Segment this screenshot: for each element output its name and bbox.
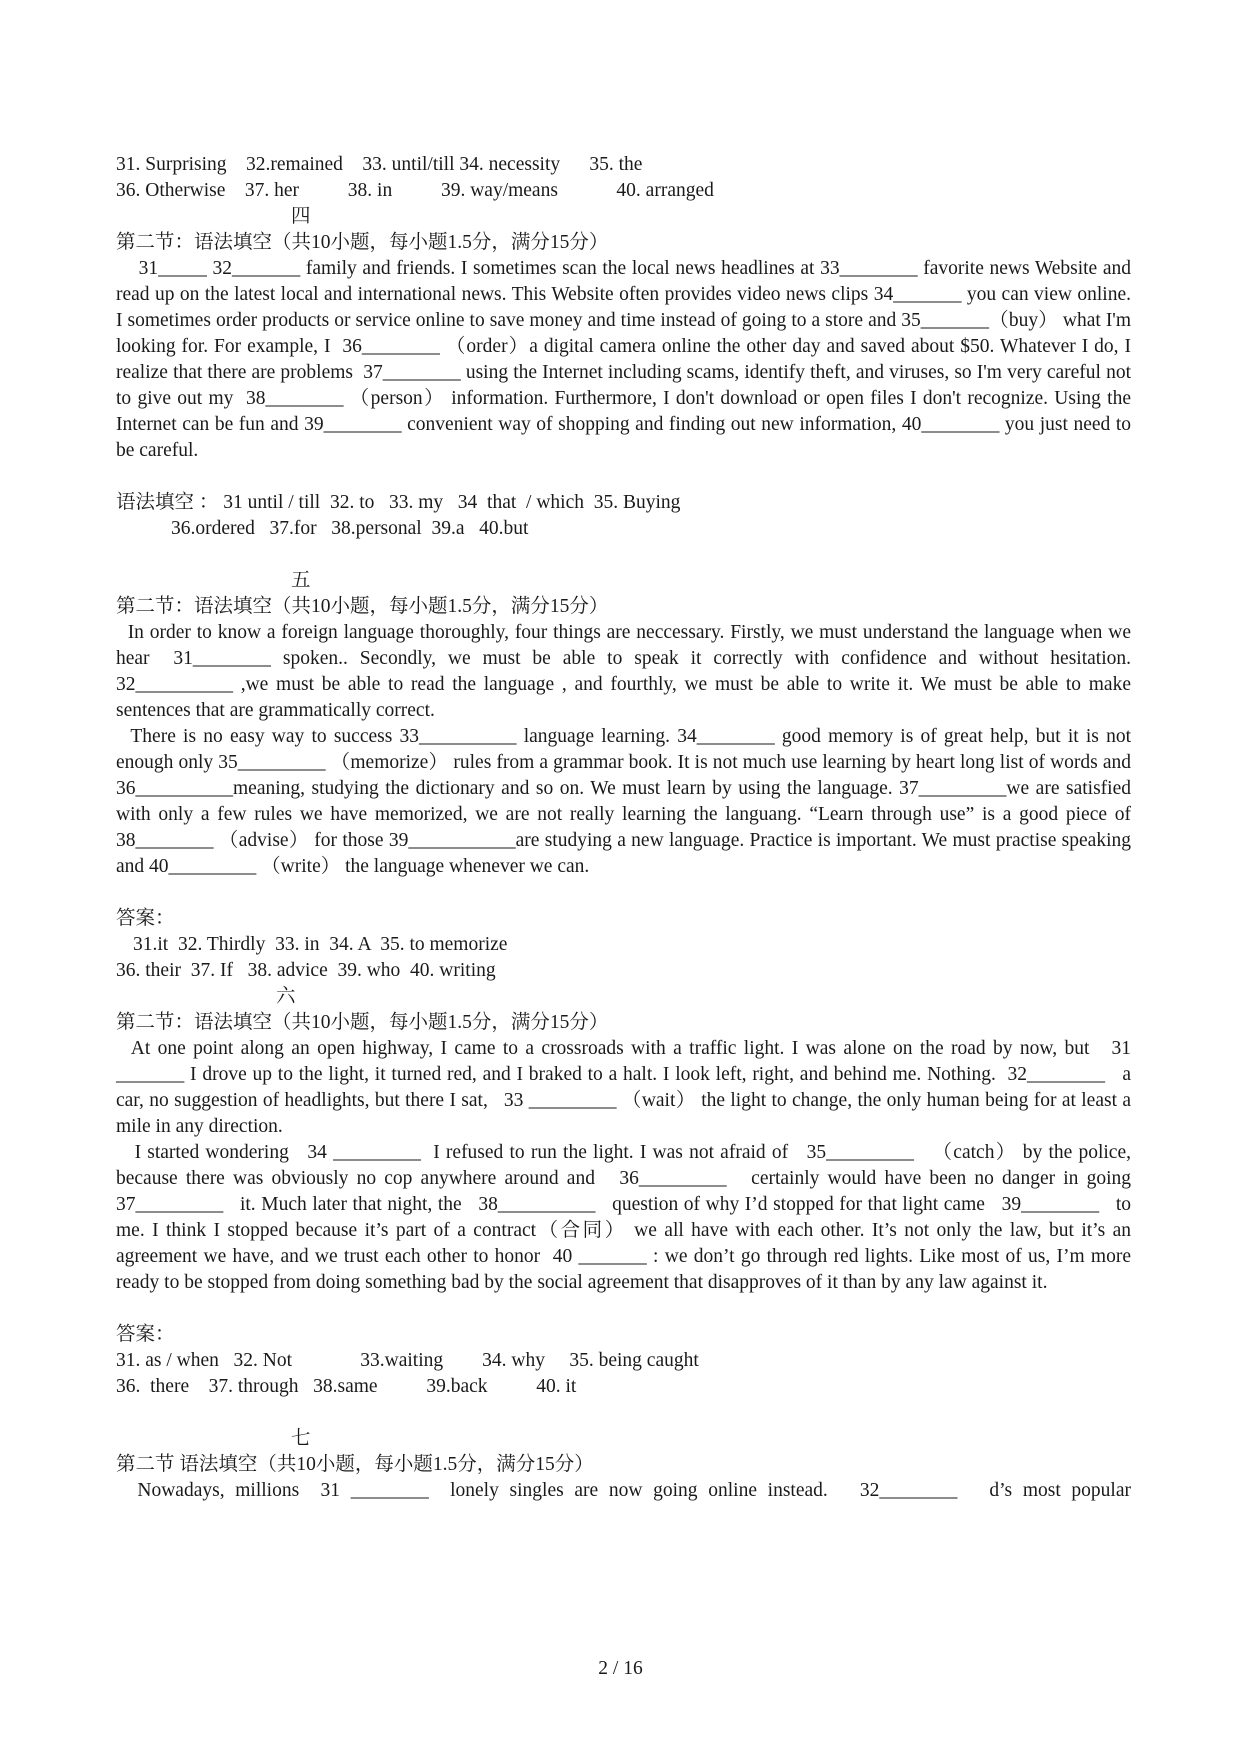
answer-label: 答案： xyxy=(116,1324,175,1345)
answers-line: 31. as / when 32. Not 33.waiting 34. why 35. being caught xyxy=(116,1350,699,1371)
section-heading: 第二节：语法填空（共10小题，每小题1.5分，满分15分） xyxy=(116,232,609,253)
section-number: 四 xyxy=(291,206,311,227)
document-page xyxy=(116,152,1146,1504)
answer-label: 答案： xyxy=(116,908,175,929)
passage-paragraph: There is no easy way to success 33__________ language learning. 34________ good memory is of great help, but it is not enough only 35_________ （memorize） rules from a grammar book. It is not much use learning by heart long list of words and 36__________meaning, studying the dictionary and so on. We must learn by using the language. 37_________we are satisfied with only a few rules we have memorized, we are not really learning the languang. “Learn through use” is a good piece of 38________ （advise） for those 39___________are studying a new language. Practice is important. We must practise speaking and 40_________ （write） the language whenever we can. xyxy=(116,726,1141,877)
section-number: 五 xyxy=(291,570,311,591)
answers-line: 36. their 37. If 38. advice 39. who 40. writing xyxy=(116,960,496,981)
answers-line: 31. Surprising 32.remained 33. until/till 34. necessity 35. the xyxy=(116,154,643,175)
answers-line: 36. Otherwise 37. her 38. in 39. way/means 40. arranged xyxy=(116,180,714,201)
section-heading: 第二节：语法填空（共10小题，每小题1.5分，满分15分） xyxy=(116,1012,609,1033)
answers-line: 31.it 32. Thirdly 33. in 34. A 35. to memorize xyxy=(133,934,508,955)
passage-paragraph: In order to know a foreign language thoroughly, four things are neccessary. Firstly, we must understand the language when we hear 31________ spoken.. Secondly, we must be able to speak it correctly with confidence and without hesitation. 32__________ ,we must be able to read the language , and fourthly, we must be able to write it. We must be able to make sentences that are grammatically correct. xyxy=(116,622,1136,721)
passage-paragraph: I started wondering 34 _________ I refused to run the light. I was not afraid of 35_________ （catch） by the police, because there was obviously no cop anywhere around and 36_________ certainly would have been no danger in going 37_________ it. Much later that night, the 38__________ question of why I’d stopped for that light came 39________ to me. I think I stopped because it’s part of a contract（合同） we all have with each other. It’s not only the law, but it’s an agreement we have, and we trust each other to honor 40 _______ : we don’t go through red lights. Like most of us, I’m more ready to be stopped from doing something bad by the social agreement that disapproves of it than by any law against it. xyxy=(116,1142,1146,1293)
answers-line: 36.ordered 37.for 38.personal 39.a 40.but xyxy=(171,518,529,539)
section-number: 六 xyxy=(276,986,296,1007)
section-number: 七 xyxy=(291,1428,311,1449)
answers-line: 语法填空 ： 31 until / till 32. to 33. my 34 that / which 35. Buying xyxy=(116,492,681,513)
section-heading: 第二节 语法填空（共10小题，每小题1.5分，满分15分） xyxy=(116,1454,594,1475)
passage-paragraph: Nowadays, millions 31 ________ lonely singles are now going online instead. 32________ d’s most popular xyxy=(116,1480,1131,1501)
passage-text: 31_____ 32_______ family and friends. I sometimes scan the local news headlines at 33________ favorite news Website and read up on the latest local and international news. This Website often provides video news clips 34_______ you can view online. I sometimes order products or service online to save money and time instead of going to a store and 35_______（buy） what I'm looking for. For example, I 36________ （order）a digital camera online the other day and saved about $50. Whatever I do, I realize that there are problems 37________ using the Internet including scams, identify theft, and viruses, so I'm very careful not to give out my 38________ （person） information. Furthermore, I don't download or open files I don't recognize. Using the Internet can be fun and 39________ convenient way of shopping and finding out new information, 40________ you just need to be careful. xyxy=(116,258,1136,461)
section-heading: 第二节：语法填空（共10小题，每小题1.5分，满分15分） xyxy=(116,596,609,617)
passage-paragraph: At one point along an open highway, I came to a crossroads with a traffic light. I was alone on the road by now, but 31 _______ I drove up to the light, it turned red, and I braked to a halt. I look left, right, and behind me. Nothing. 32________ a car, no suggestion of headlights, but there I sat, 33 _________ （wait） the light to change, the only human being for at least a mile in any direction. xyxy=(116,1038,1136,1137)
page-number: 2 / 16 xyxy=(598,1658,643,1679)
answers-line: 36. there 37. through 38.same 39.back 40. it xyxy=(116,1376,577,1397)
